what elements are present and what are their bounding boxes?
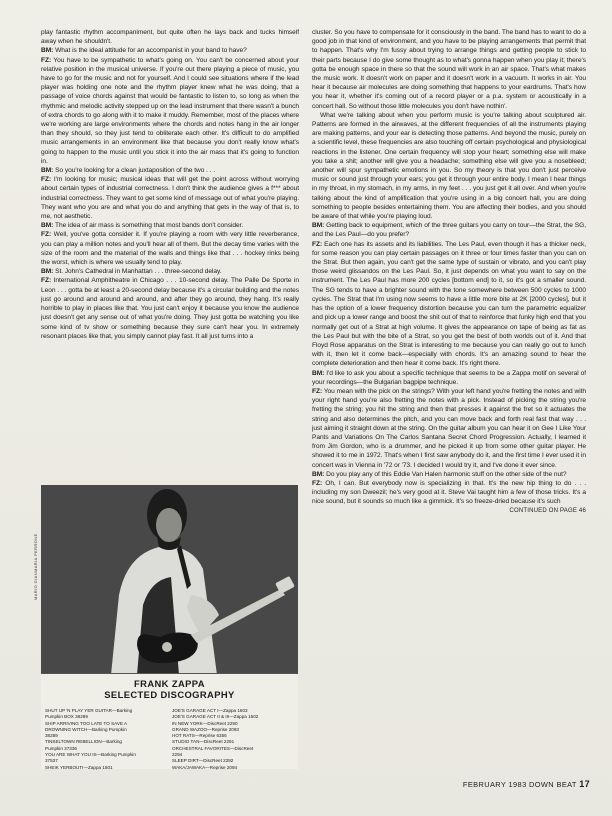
discography-entry: JOE'S GARAGE ACT I—Zappa 1603: [172, 708, 248, 713]
discography-box: [41, 673, 298, 769]
page-number: 17: [579, 779, 590, 789]
discography-entry: DROWNING WITCH—Barking Pumpkin: [45, 726, 127, 732]
paragraph: BM: I'd like to ask you about a specific technique that seems to be a Zappa motif on several of your recordings—the Bulgarian bagpipe technique.: [312, 369, 586, 386]
paragraph: FZ: Each one has its assets and its liabilities. The Les Paul, even though it has a thicker neck, for some reason you can play certain passages on it three or four times faster than you can on the Strat. But then again, you can't get the same type of sustain or vibrato, and you can't play those weird glissandos on the Les Paul. So, it just depends on what you want to say on the instrument. The Les Paul has more 200 cycles [bottom end] to it, so it's got a smaller sound. The SG tends to have a brighter sound with the tone somewhere between 500 cycles to 1000 cycles. The Strat that I'm using now seems to have a little more bite at 2K [2000 cycles], but it has the option of a lower frequency distortion because you can turn the parametric equalizer and pick up a lower range and boost the shit out of that to reinforce that funky high end that you normally get out of a Strat at high volume. It gives the appearance on tape of being as fat as the Les Paul but with the bite of a Strat, so you get the best of both worlds out of it. And that Floyd Rose apparatus on the Strat is interesting to me because you can really go out to lunch with it, then let it come back—especially with chords. It's an amazing sound to hear the complete deterioration and then hear it come back. It's right there.: [312, 240, 586, 368]
paragraph: BM: So you're looking for a clean juxtaposition of the two . . .: [41, 167, 216, 175]
paragraph: BM: The idea of air mass is something that most bands don't consider.: [41, 222, 244, 230]
discography-entry: HOT RATS—Reprise 6356: [172, 733, 227, 739]
paragraph: FZ: I'm looking for music; musical ideas that will get the point across without worrying about certain types of industrial correctness. I don't think the audience gives a f*** about industrial correctness. They want to get some kind of message out of what you're playing. They want who you are and what you do and anything that gets in the way of that is, to me, not aesthetic.: [41, 176, 299, 221]
paragraph: What we're talking about when you perform music is you're talking about sculptured air. Patterns are formed in the airwaves, at the different frequencies of all the instruments playing are making patterns, and your ear is detecting those patterns. And beyond the music, purely on a scientific level, these frequencies are also touching off certain psychological and physiological reactions in the listener. One certain frequency will stop your heart; something else will make you take a shit; another will give you a headache; something else will give you a nosebleed; another will spur sympathetic emotions in you. So my theory is that you don't just perceive music or sound just through your ears; you get it through your entire body. I mean I hear things in my throat, in my stomach, in my arms, in my feet . . . you just get it all over. And when you're talking about the kind of amplification that you're using in a big concert hall, you are doing something to people besides entertaining them. You are affecting their bodies, and you should be aware of that while you're playing loud.: [312, 111, 586, 221]
discography-entry: 2294: [172, 752, 183, 758]
discography-entry: SLEEP DIRT—DiscReet 2292: [172, 758, 234, 764]
discography-entry: SHUT UP 'N PLAY YER GUITAR—Barking: [45, 708, 133, 713]
discography-entry: IN NEW YORK—DiscReet 2290: [172, 720, 238, 726]
paragraph: BM: Getting back to equipment, which of the three guitars you carry on tour—the Strat, the SG, and the Les Paul—do you prefer?: [312, 222, 586, 239]
discography-column: [45, 708, 168, 768]
right-column: [312, 28, 586, 776]
photo-illustration: [41, 485, 298, 675]
photo-credit: MARIO GIANMARIA PERRONE: [33, 533, 38, 600]
continued-notice: CONTINUED ON PAGE 46: [509, 507, 586, 514]
paragraph: BM: St. John's Cathedral in Manhattan . . . three-second delay.: [41, 268, 222, 276]
paragraph: FZ: International Amphitheatre in Chicago . . . 10-second delay. The Palle De Sporte in Leon . . . gotta be at least a 20-second delay because it's a circular building and the notes just go around and around and around, and after they go around, they hang. It's really horrible to play in places like that. You just can't enjoy it because you know the audience just doesn't get any sense out of what you're doing. They just gotta be watching you like some kind of tv show or something because they sure can't hear you. In extremely resonant places like that, you simply cannot play fast. It all just turns into a: [41, 277, 299, 340]
paragraph: BM: Do you play any of this Eddie Van Halen harmonic stuff on the other side of the nut?: [312, 470, 567, 478]
paragraph: FZ: Oh, I can. But everybody now is specializing in that. It's the new hip thing to do . . . including my son Dweezil; he's very good at it. Steve Vai taught him a few of those tricks. It's a nice sound, but it sounds so much like a gimmick. It's so freeze-dried because it's such: [312, 479, 586, 506]
discography-entry: ORCHESTRAL FAVORITES—DiscReet: [172, 745, 254, 751]
paragraph: FZ: Well, you've gotta consider it. If you're playing a room with very little reverberance, you can play a million notes and you'll hear all of them. But the decay time varies with the size of the room and the material of the walls and things like that . . . hockey rinks being the worst, which is where we usually tend to play.: [41, 231, 299, 267]
discography-entry: JOE'S GARAGE ACT II & III—Zappa 1502: [172, 714, 259, 720]
paragraph: FZ: You mean with the pick on the strings? With your left hand you're fretting the notes and with your right hand you're also fretting the notes with a pick. Instead of picking the string you're fretting the string; you hit the string and then that presses it against the fret so it actuates the string and also determines the pitch, and you can move back and forth real fast that way . . . just aiming it straight down at the string. On the guitar album you can hear it on Gee I Like Your Pants and Variations On The Carlos Santana Secret Chord Progression. Actually, I learned it from Jim Gordon, who is a drummer, and he picked it up from some other guitar player. He showed it to me in 1972. That's when I first saw anybody do it, and the first time I ever used it in concert was in Vienna in '72 or '73. I decided I would try it, and I've done it ever since.: [312, 387, 586, 469]
paragraph: play fantastic rhythm accompaniment, but quite often he lays back and tucks himself away when he shouldn't.: [41, 29, 299, 46]
discography-entry: TINSELTOWN REBELLION—Barking: [45, 739, 122, 745]
discography-entry: 38289: [45, 733, 58, 739]
paragraph: cluster. So you have to compensate for it consciously in the band. The band has to want to do a good job in that kind of environment, and you have to be playing arrangements that permit that to happen. That's why I'm fussy about trying to arrange things and getting people to stick to their parts because I do give some thought as to what's gonna happen when you play it; there's gotta be enough space in there so that the sound will work in an air space. That's what makes the music work. It doesn't work on paper and it doesn't work in a vacuum. It works in air. You hear it because air molecules are doing something that happens to your eardrums. That's how you hear it, whether it's coming out of a record player or a p.a. system or acoustically in a concert hall. So without those little molecules you don't have nothin'.: [312, 29, 586, 110]
discography-entry: 37537: [45, 758, 58, 764]
discography-entry: WAKA/JAWAKA—Reprise 2094: [172, 764, 238, 770]
discography-entry: YOU ARE WHAT YOU IS—Barking Pumpkin: [45, 752, 136, 758]
discography-column: [172, 708, 295, 768]
discography-entry: Pumpkin 37336: [45, 745, 77, 751]
discography-entry: GRAND WAZOO—Reprise 2093: [172, 726, 239, 732]
discography-title: FRANK ZAPPA: [134, 678, 205, 689]
page-footer: [420, 779, 590, 789]
discography-entry: SHIP ARRIVING TOO LATE TO SAVE A: [45, 720, 128, 726]
left-column: [41, 28, 299, 482]
issue-label: FEBRUARY 1983 DOWN BEAT: [462, 780, 577, 789]
discography-entry: Pumpkin BOX 38289: [45, 714, 88, 720]
discography-subtitle: SELECTED DISCOGRAPHY: [104, 689, 235, 700]
paragraph: BM: What is the ideal attitude for an accompanist in your band to have?: [41, 47, 247, 55]
discography-entry: SHEIK YERBOUTI—Zappa 1501: [45, 764, 113, 770]
paragraph: FZ: You have to be sympathetic to what's going on. You can't be concerned about your relative position in the musical universe. If you're out there playing a piece of music, you have to go for the music and not for yourself. And I could see situations where if the lead player was holding one note and the rhythm player knew what he was doing, that a passage of voice chords against that would be fantastic to listen to, so long as when the rhythmic and melodic activity stepped up on the lead instrument that there wasn't a bunch of extra chords to go along with it to make it muddy. Remember, most of the places where we're working are large environments where the chords and notes hang in the air longer than they should, so they just tend to obliterate each other. It's difficult to do amplified music arrangements in an environment like that because you don't really know what's going to happen to the music until you stick it into the air mass that it's going to function in.: [41, 56, 299, 165]
discography-entry: STUDIO TAN—DiscReet 2291: [172, 739, 235, 745]
discography-list: [45, 708, 295, 768]
